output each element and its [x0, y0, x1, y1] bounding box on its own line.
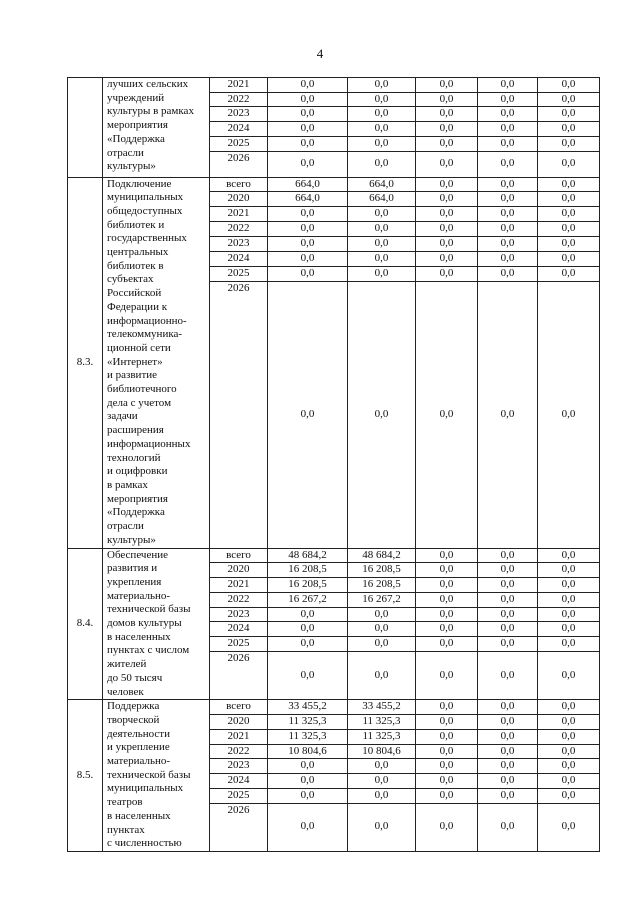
year-cell: 2025 [210, 136, 268, 151]
section-name-line: с численностью [107, 837, 182, 850]
value-cell: 11 325,3 [348, 729, 416, 744]
value-cell: 0,0 [348, 622, 416, 637]
value-cell: 0,0 [416, 92, 478, 107]
value-cell: 0,0 [478, 192, 538, 207]
value-cell: 0,0 [416, 592, 478, 607]
value-cell: 0,0 [538, 281, 600, 548]
value-cell: 0,0 [478, 607, 538, 622]
value-cell: 0,0 [416, 136, 478, 151]
section-name [103, 700, 210, 852]
value-cell: 0,0 [268, 151, 348, 177]
value-cell: 0,0 [538, 700, 600, 715]
year-cell: 2025 [210, 637, 268, 652]
value-cell: 0,0 [416, 729, 478, 744]
table-row [68, 177, 600, 192]
section-name [103, 548, 210, 700]
value-cell: 0,0 [348, 607, 416, 622]
value-cell: 0,0 [538, 651, 600, 699]
value-cell: 0,0 [268, 266, 348, 281]
section-name [103, 78, 210, 178]
value-cell: 48 684,2 [268, 548, 348, 563]
value-cell: 0,0 [416, 744, 478, 759]
value-cell: 0,0 [348, 788, 416, 803]
section-name-line: телекоммуника- [107, 328, 183, 341]
section-name [103, 177, 210, 548]
value-cell: 0,0 [268, 222, 348, 237]
value-cell: 0,0 [478, 122, 538, 137]
value-cell: 0,0 [538, 715, 600, 730]
value-cell: 0,0 [478, 136, 538, 151]
value-cell: 0,0 [268, 136, 348, 151]
section-name-line: центральных [107, 246, 169, 259]
value-cell: 664,0 [348, 177, 416, 192]
value-cell: 0,0 [478, 759, 538, 774]
year-cell: 2022 [210, 592, 268, 607]
section-name-line: творческой [107, 713, 160, 726]
value-cell: 0,0 [416, 774, 478, 789]
section-name-line: Российской [107, 287, 162, 300]
year-cell: 2026 [210, 803, 268, 851]
section-name-line: библиотек в [107, 259, 164, 272]
value-cell: 0,0 [416, 651, 478, 699]
value-cell: 0,0 [538, 774, 600, 789]
value-cell: 0,0 [478, 700, 538, 715]
section-name-line: домов культуры [107, 617, 182, 630]
value-cell: 0,0 [538, 563, 600, 578]
value-cell: 0,0 [268, 651, 348, 699]
value-cell: 664,0 [268, 177, 348, 192]
value-cell: 0,0 [268, 788, 348, 803]
page-number: 4 [316, 46, 324, 61]
year-cell: 2021 [210, 78, 268, 93]
section-name-line: культуры» [107, 533, 156, 546]
value-cell: 0,0 [538, 637, 600, 652]
section-name-line: укрепления [107, 575, 162, 588]
year-cell: 2021 [210, 578, 268, 593]
section-name-line: информационно- [107, 314, 187, 327]
year-cell: 2025 [210, 266, 268, 281]
value-cell: 0,0 [416, 563, 478, 578]
year-cell: 2023 [210, 107, 268, 122]
value-cell: 0,0 [348, 207, 416, 222]
value-cell: 0,0 [348, 266, 416, 281]
section-name-line: Поддержка [107, 700, 160, 713]
value-cell: 11 325,3 [268, 729, 348, 744]
year-cell: 2020 [210, 192, 268, 207]
value-cell: 0,0 [268, 122, 348, 137]
year-cell: всего [210, 548, 268, 563]
section-number [68, 78, 103, 178]
value-cell: 0,0 [478, 715, 538, 730]
value-cell: 0,0 [538, 622, 600, 637]
value-cell: 0,0 [268, 803, 348, 851]
value-cell: 0,0 [538, 759, 600, 774]
table-row [68, 700, 600, 715]
section-name-line: развития и [107, 562, 158, 575]
value-cell: 0,0 [538, 266, 600, 281]
value-cell: 0,0 [348, 281, 416, 548]
section-name-line: отрасли [107, 146, 144, 159]
section-name-line: мероприятия [107, 492, 168, 505]
value-cell: 16 267,2 [348, 592, 416, 607]
value-cell: 0,0 [538, 592, 600, 607]
value-cell: 0,0 [268, 607, 348, 622]
value-cell: 0,0 [268, 236, 348, 251]
value-cell: 0,0 [416, 281, 478, 548]
year-cell: 2021 [210, 207, 268, 222]
value-cell: 0,0 [416, 759, 478, 774]
value-cell: 0,0 [268, 774, 348, 789]
section-name-line: культуры» [107, 160, 156, 173]
value-cell: 0,0 [538, 251, 600, 266]
section-name-line: человек [107, 685, 144, 698]
year-cell: 2022 [210, 92, 268, 107]
section-name-line: библиотечного [107, 383, 177, 396]
section-name-line: муниципальных [107, 191, 184, 204]
value-cell: 0,0 [416, 177, 478, 192]
value-cell: 0,0 [538, 192, 600, 207]
year-cell: 2020 [210, 563, 268, 578]
year-cell: 2024 [210, 774, 268, 789]
year-cell: всего [210, 177, 268, 192]
value-cell: 0,0 [478, 78, 538, 93]
year-cell: 2025 [210, 788, 268, 803]
year-cell: 2021 [210, 729, 268, 744]
section-name-line: и развитие [107, 369, 158, 382]
value-cell: 0,0 [416, 700, 478, 715]
value-cell: 0,0 [478, 251, 538, 266]
value-cell: 0,0 [538, 578, 600, 593]
value-cell: 0,0 [416, 607, 478, 622]
value-cell: 0,0 [416, 788, 478, 803]
value-cell: 0,0 [416, 548, 478, 563]
section-name-line: культуры в рамках [107, 105, 194, 118]
value-cell: 0,0 [416, 715, 478, 730]
value-cell: 0,0 [538, 122, 600, 137]
value-cell: 0,0 [538, 607, 600, 622]
year-cell: 2023 [210, 607, 268, 622]
year-cell: 2022 [210, 744, 268, 759]
value-cell: 0,0 [478, 788, 538, 803]
value-cell: 0,0 [416, 622, 478, 637]
value-cell: 0,0 [478, 92, 538, 107]
section-name-line: жителей [107, 658, 147, 671]
section-name-line: технологий [107, 451, 161, 464]
section-name-line: отрасли [107, 520, 144, 533]
section-name-line: деятельности [107, 727, 170, 740]
year-cell: 2026 [210, 651, 268, 699]
value-cell: 664,0 [268, 192, 348, 207]
value-cell: 0,0 [348, 637, 416, 652]
section-name-line: пунктах [107, 823, 145, 836]
value-cell: 0,0 [538, 136, 600, 151]
value-cell: 0,0 [348, 122, 416, 137]
value-cell: 0,0 [538, 236, 600, 251]
section-name-line: дела с учетом [107, 396, 172, 409]
value-cell: 0,0 [416, 107, 478, 122]
section-name-line: задачи [107, 410, 138, 423]
value-cell: 0,0 [348, 107, 416, 122]
section-name-line: расширения [107, 424, 164, 437]
value-cell: 0,0 [416, 637, 478, 652]
value-cell: 0,0 [538, 92, 600, 107]
section-number: 8.3. [68, 177, 103, 548]
value-cell: 0,0 [478, 151, 538, 177]
section-name-line: в рамках [107, 478, 148, 491]
value-cell: 10 804,6 [268, 744, 348, 759]
year-cell: 2022 [210, 222, 268, 237]
section-name-line: мероприятия [107, 119, 168, 132]
value-cell: 0,0 [538, 803, 600, 851]
section-name-line: и оцифровки [107, 465, 168, 478]
value-cell: 0,0 [416, 222, 478, 237]
value-cell: 0,0 [416, 122, 478, 137]
section-name-line: в населенных [107, 630, 171, 643]
value-cell: 10 804,6 [348, 744, 416, 759]
value-cell: 0,0 [416, 151, 478, 177]
value-cell: 0,0 [348, 92, 416, 107]
value-cell: 0,0 [538, 151, 600, 177]
section-name-line: «Поддержка [107, 506, 165, 519]
value-cell: 0,0 [478, 222, 538, 237]
value-cell: 0,0 [538, 177, 600, 192]
section-name-line: государственных [107, 232, 187, 245]
value-cell: 0,0 [268, 92, 348, 107]
value-cell: 0,0 [268, 107, 348, 122]
value-cell: 0,0 [478, 729, 538, 744]
section-number: 8.4. [68, 548, 103, 700]
value-cell: 0,0 [268, 622, 348, 637]
value-cell: 0,0 [538, 788, 600, 803]
value-cell: 16 208,5 [348, 578, 416, 593]
value-cell: 0,0 [416, 236, 478, 251]
year-cell: 2026 [210, 151, 268, 177]
value-cell: 0,0 [416, 78, 478, 93]
year-cell: 2026 [210, 281, 268, 548]
value-cell: 0,0 [348, 222, 416, 237]
value-cell: 664,0 [348, 192, 416, 207]
value-cell: 0,0 [478, 236, 538, 251]
value-cell: 0,0 [538, 222, 600, 237]
value-cell: 0,0 [348, 78, 416, 93]
year-cell: 2024 [210, 251, 268, 266]
value-cell: 0,0 [268, 759, 348, 774]
section-name-line: учреждений [107, 91, 165, 104]
year-cell: 2023 [210, 759, 268, 774]
value-cell: 0,0 [268, 281, 348, 548]
value-cell: 11 325,3 [268, 715, 348, 730]
table-row [68, 78, 600, 93]
section-name-line: технической базы [107, 603, 191, 616]
section-name-line: Федерации к [107, 300, 168, 313]
value-cell: 0,0 [478, 622, 538, 637]
value-cell: 0,0 [478, 563, 538, 578]
value-cell: 0,0 [416, 207, 478, 222]
section-name-line: театров [107, 796, 143, 809]
value-cell: 0,0 [348, 151, 416, 177]
section-name-line: «Поддержка [107, 132, 165, 145]
value-cell: 0,0 [416, 251, 478, 266]
value-cell: 0,0 [478, 281, 538, 548]
section-name-line: ционной сети [107, 341, 171, 354]
section-name-line: технической базы [107, 768, 191, 781]
value-cell: 0,0 [478, 578, 538, 593]
value-cell: 0,0 [348, 236, 416, 251]
value-cell: 0,0 [416, 266, 478, 281]
value-cell: 0,0 [478, 803, 538, 851]
value-cell: 0,0 [478, 266, 538, 281]
value-cell: 0,0 [348, 251, 416, 266]
value-cell: 0,0 [478, 177, 538, 192]
section-name-line: и укрепление [107, 741, 170, 754]
value-cell: 0,0 [348, 651, 416, 699]
value-cell: 0,0 [348, 759, 416, 774]
value-cell: 0,0 [268, 251, 348, 266]
section-name-line: до 50 тысяч [107, 671, 163, 684]
section-name-line: в населенных [107, 809, 171, 822]
year-cell: всего [210, 700, 268, 715]
value-cell: 0,0 [538, 78, 600, 93]
value-cell: 0,0 [416, 192, 478, 207]
section-name-line: «Интернет» [107, 355, 163, 368]
value-cell: 48 684,2 [348, 548, 416, 563]
value-cell: 16 208,5 [268, 563, 348, 578]
value-cell: 0,0 [478, 774, 538, 789]
value-cell: 0,0 [416, 578, 478, 593]
value-cell: 0,0 [478, 548, 538, 563]
value-cell: 0,0 [478, 744, 538, 759]
section-name-line: лучших сельских [107, 78, 189, 90]
value-cell: 33 455,2 [348, 700, 416, 715]
value-cell: 16 267,2 [268, 592, 348, 607]
value-cell: 0,0 [538, 729, 600, 744]
section-name-line: библиотек и [107, 218, 165, 231]
value-cell: 0,0 [478, 107, 538, 122]
value-cell: 0,0 [268, 637, 348, 652]
value-cell: 16 208,5 [268, 578, 348, 593]
value-cell: 0,0 [538, 107, 600, 122]
section-name-line: пунктах с числом [107, 644, 190, 657]
table-row [68, 548, 600, 563]
value-cell: 0,0 [478, 637, 538, 652]
value-cell: 0,0 [538, 744, 600, 759]
section-name-line: субъектах [107, 273, 154, 286]
budget-table [67, 77, 600, 852]
section-name-line: информационных [107, 437, 191, 450]
section-name-line: Подключение [107, 177, 172, 190]
value-cell: 0,0 [478, 207, 538, 222]
section-name-line: муниципальных [107, 782, 184, 795]
value-cell: 0,0 [416, 803, 478, 851]
value-cell: 0,0 [478, 651, 538, 699]
value-cell: 0,0 [538, 548, 600, 563]
section-name-line: материально- [107, 589, 171, 602]
year-cell: 2020 [210, 715, 268, 730]
value-cell: 0,0 [348, 136, 416, 151]
section-name-line: общедоступных [107, 204, 183, 217]
value-cell: 0,0 [268, 78, 348, 93]
value-cell: 0,0 [478, 592, 538, 607]
year-cell: 2024 [210, 622, 268, 637]
year-cell: 2023 [210, 236, 268, 251]
value-cell: 11 325,3 [348, 715, 416, 730]
section-name-line: материально- [107, 755, 171, 768]
value-cell: 0,0 [348, 803, 416, 851]
value-cell: 0,0 [268, 207, 348, 222]
value-cell: 16 208,5 [348, 563, 416, 578]
year-cell: 2024 [210, 122, 268, 137]
value-cell: 33 455,2 [268, 700, 348, 715]
section-name-line: Обеспечение [107, 548, 168, 561]
section-number: 8.5. [68, 700, 103, 852]
value-cell: 0,0 [538, 207, 600, 222]
value-cell: 0,0 [348, 774, 416, 789]
